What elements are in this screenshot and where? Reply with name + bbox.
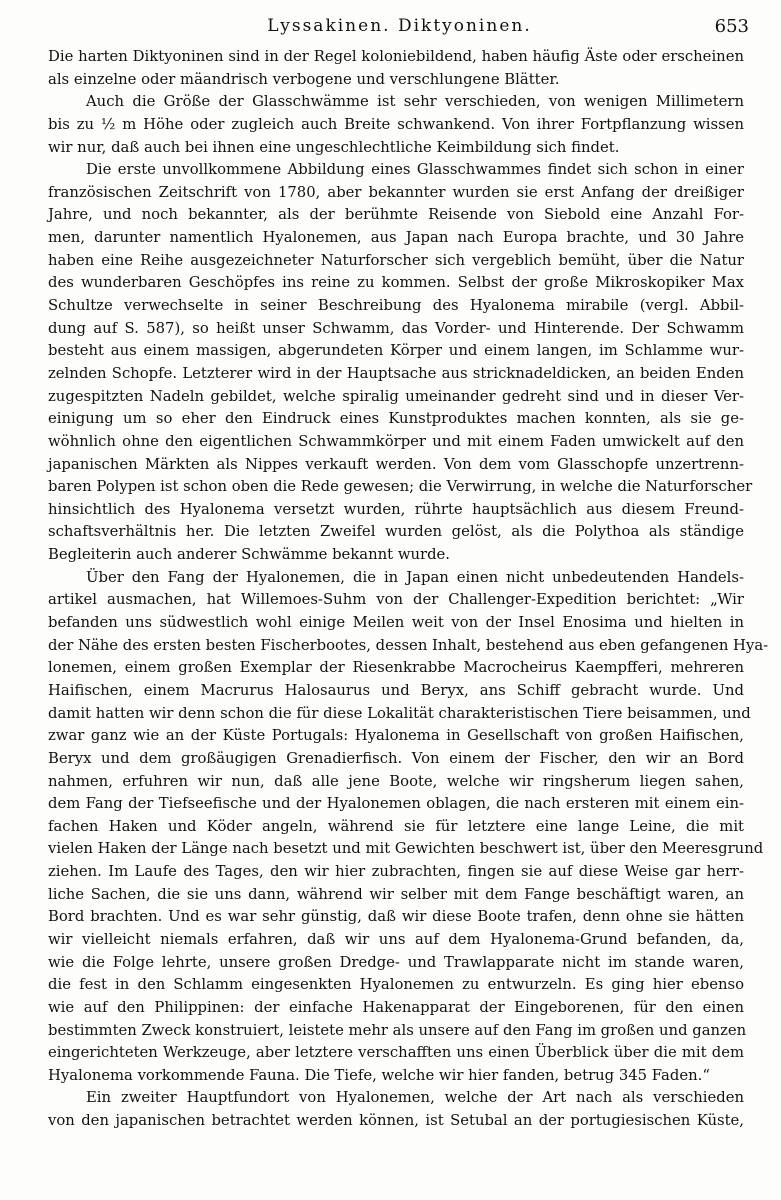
text-line: wir nur, daß auch bei ihnen eine ungeschlechtliche Keimbildung sich findet. — [48, 138, 620, 156]
text-line: japanischen Märkten als Nippes verkauft werden. Von dem vom Glasschopfe unzertrenn- — [48, 455, 744, 473]
text-line: haben eine Reihe ausgezeichneter Naturforscher sich vergeblich bemüht, über die Natur — [48, 251, 744, 269]
text-line: Schultze verwechselte in seiner Beschreibung des Hyalonema mirabile (vergl. Abbil- — [48, 297, 744, 315]
paragraph — [48, 91, 744, 159]
text-line: bis zu ½ m Höhe oder zugleich auch Breite schwankend. Von ihrer Fortpflanzung wissen — [48, 115, 744, 133]
text-line: einigung um so eher den Eindruck eines Kunstproduktes machen konnten, als sie ge- — [48, 410, 744, 428]
text-line: zugespitzten Nadeln gebildet, welche spiralig umeinander gedreht sind und in dieser Ver- — [48, 387, 744, 405]
paragraph — [48, 1087, 744, 1132]
text-line: Jahre, und noch bekannter, als der berühmte Reisende von Siebold eine Anzahl For- — [48, 206, 744, 224]
text-line: bestimmten Zweck konstruiert, leistete mehr als unsere auf den Fang im großen und ganzen — [48, 1021, 747, 1039]
text-line: artikel ausmachen, hat Willemoes-Suhm von der Challenger-Expedition berichtet: „Wir — [48, 591, 744, 609]
paragraph — [48, 159, 753, 567]
text-line: Die harten Diktyoninen sind in der Regel koloniebildend, haben häufig Äste oder erscheinen — [48, 48, 744, 65]
text-line: als einzelne oder mäandrisch verbogene und verschlungene Blätter. — [48, 70, 560, 88]
text-line: ziehen. Im Laufe des Tages, den wir hier zubrachten, fingen sie auf diese Weise gar herr- — [48, 863, 744, 881]
text-line: Ein zweiter Hauptfundort von Hyalonemen, welche der Art nach als verschieden — [86, 1089, 744, 1107]
text-line: wöhnlich ohne den eigentlichen Schwammkörper und mit einem Faden umwickelt auf den — [48, 432, 744, 450]
text-line: des wunderbaren Geschöpfes ins reine zu kommen. Selbst der große Mikroskopiker Max — [48, 274, 744, 292]
text-line: Beryx und dem großäugigen Grenadierfisch. Von einem der Fischer, den wir an Bord — [48, 749, 744, 767]
running-title: Lyssakinen. Diktyoninen. — [267, 16, 532, 36]
text-line: zelnden Schopfe. Letzterer wird in der Hauptsache aus stricknadeldicken, an beiden Enden — [48, 364, 744, 382]
text-line: dem Fang der Tiefseefische und der Hyalonemen oblagen, die nach ersteren mit einem ein- — [48, 795, 744, 813]
text-line: Begleiterin auch anderer Schwämme bekannt wurde. — [48, 546, 451, 564]
paragraph — [48, 46, 744, 91]
text-line: lonemen, einem großen Exemplar der Riesenkrabbe Macrocheirus Kaempfferi, mehreren — [48, 659, 744, 677]
text-line: Bord brachten. Und es war sehr günstig, daß wir diese Boote trafen, denn ohne sie hätten — [48, 908, 744, 926]
text-line: dung auf S. 587), so heißt unser Schwamm, das Vorder- und Hinterende. Der Schwamm — [48, 319, 744, 337]
text-line: wir vielleicht niemals erfahren, daß wir uns auf dem Hyalonema-Grund befanden, da, — [48, 930, 744, 948]
text-line: Die erste unvollkommene Abbildung eines Glasschwammes findet sich schon in einer — [86, 161, 744, 179]
text-line: hinsichtlich des Hyalonema versetzt wurden, rührte hauptsächlich aus diesem Freund- — [48, 500, 744, 518]
text-line: Auch die Größe der Glasschwämme ist sehr verschieden, von wenigen Millimetern — [86, 93, 744, 111]
text-line: liche Sachen, die sie uns dann, während wir selber mit dem Fange beschäftigt waren, an — [48, 885, 744, 903]
text-line: Hyalonema vorkommende Fauna. Die Tiefe, welche wir hier fanden, betrug 345 Faden.“ — [48, 1066, 710, 1084]
page-number: 653 — [714, 16, 749, 37]
text-line: der Nähe des ersten besten Fischerbootes, dessen Inhalt, bestehend aus eben gefangenen Hya- — [48, 636, 769, 654]
text-line: nahmen, erfuhren wir nun, daß alle jene Boote, welche wir ringsherum liegen sahen, — [48, 772, 744, 790]
text-line: Haifischen, einem Macrurus Halosaurus und Beryx, ans Schiff gebracht wurde. Und — [48, 681, 744, 699]
running-header — [50, 16, 749, 42]
text-line: baren Polypen ist schon oben die Rede gewesen; die Verwirrung, in welche die Naturforscher — [48, 478, 753, 496]
text-line: fachen Haken und Köder angeln, während sie für letztere eine lange Leine, die mit — [48, 817, 744, 835]
body-text — [48, 46, 769, 1133]
text-line: französischen Zeitschrift von 1780, aber bekannter wurden sie erst Anfang der dreißiger — [48, 183, 744, 201]
text-line: die fest in den Schlamm eingesenkten Hyalonemen zu entwurzeln. Es ging hier ebenso — [48, 976, 744, 994]
text-line: wie auf den Philippinen: der einfache Hakenapparat der Eingeborenen, für den einen — [48, 998, 744, 1016]
text-line: Über den Fang der Hyalonemen, die in Japan einen nicht unbedeutenden Handels- — [86, 568, 744, 586]
text-line: damit hatten wir denn schon die für diese Lokalität charakteristischen Tiere beisammen, und — [48, 704, 751, 722]
text-line: befanden uns südwestlich wohl einige Meilen weit von der Insel Enosima und hielten in — [48, 614, 744, 632]
text-line: eingerichteten Werkzeuge, aber letztere verschafften uns einen Überblick über die mit dem — [48, 1044, 744, 1062]
text-line: besteht aus einem massigen, abgerundeten Körper und einem langen, im Schlamme wur- — [48, 342, 744, 360]
text-line: vielen Haken der Länge nach besetzt und mit Gewichten beschwert ist, über den Meeresgrund — [48, 840, 764, 858]
text-line: schaftsverhältnis her. Die letzten Zweifel wurden gelöst, als die Polythoa als ständige — [48, 523, 744, 541]
paragraph — [48, 567, 769, 1088]
text-line: zwar ganz wie an der Küste Portugals: Hyalonema in Gesellschaft von großen Haifischen, — [48, 727, 744, 745]
text-line: von den japanischen betrachtet werden können, ist Setubal an der portugiesischen Küste, — [48, 1112, 744, 1130]
text-line: men, darunter namentlich Hyalonemen, aus Japan nach Europa brachte, und 30 Jahre — [48, 229, 744, 247]
text-line: wie die Folge lehrte, unsere großen Dredge- und Trawlapparate nicht im stande waren, — [48, 953, 744, 971]
